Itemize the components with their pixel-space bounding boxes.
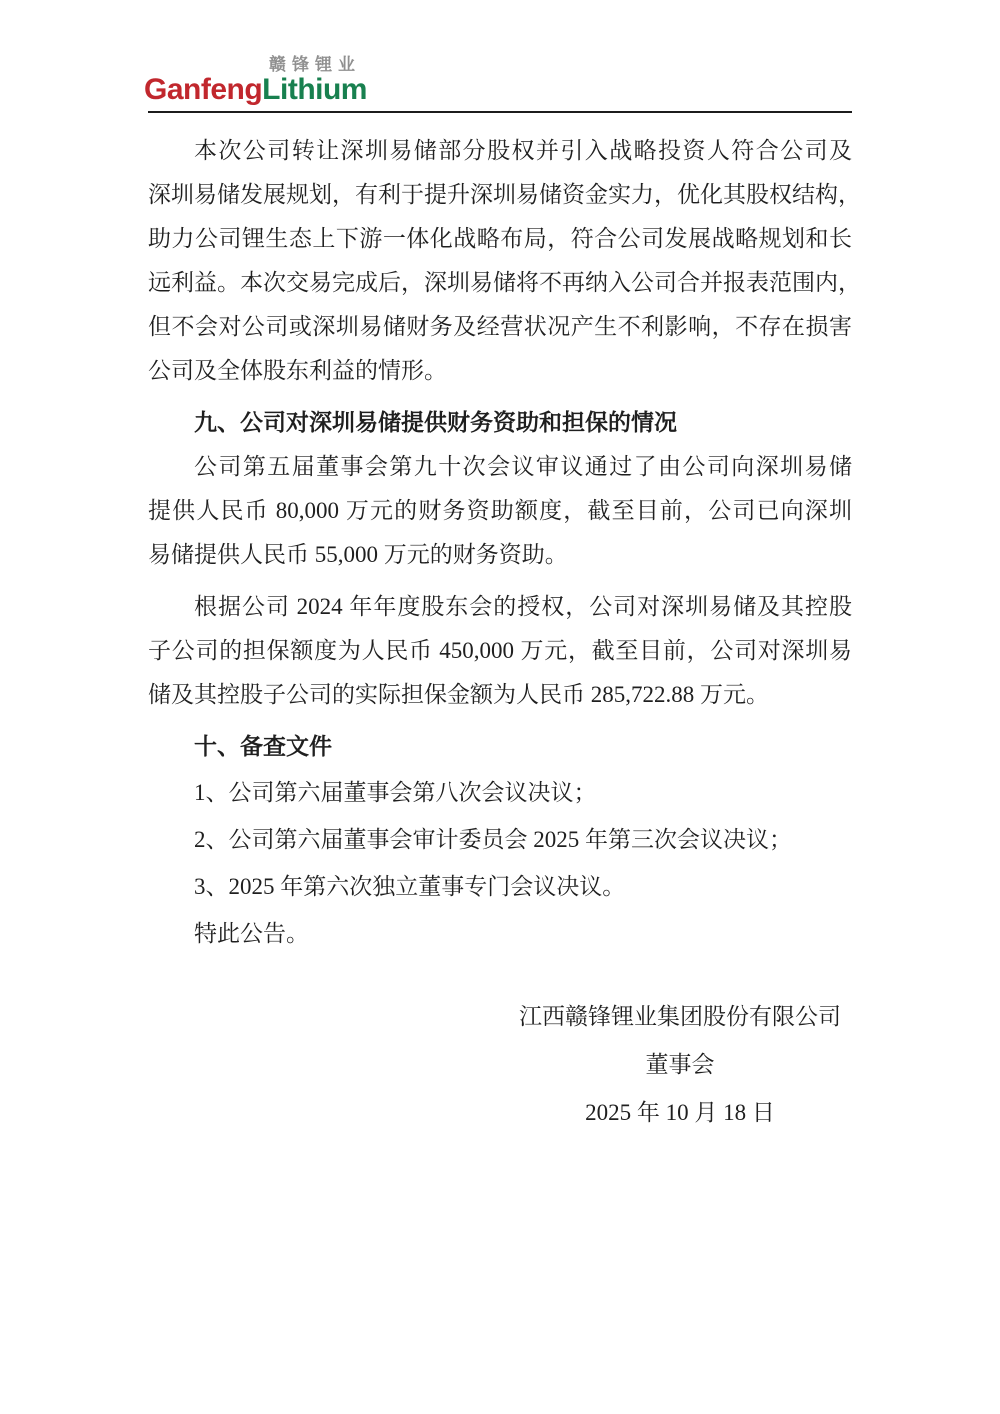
signature-board: 董事会 [645, 1052, 715, 1077]
paragraph-line: 提供人民币 80,000 万元的财务资助额度，截至目前，公司已向深圳 [148, 498, 852, 523]
paragraph-line: 根据公司 2024 年年度股东会的授权，公司对深圳易储及其控股 [194, 594, 852, 619]
paragraph-line: 本次公司转让深圳易储部分股权并引入战略投资人符合公司及 [194, 138, 852, 163]
document-header [144, 55, 852, 123]
paragraph-line: 助力公司锂生态上下游一体化战略布局，符合公司发展战略规划和长 [148, 226, 852, 251]
ganfeng-lithium-logo [144, 56, 367, 105]
paragraph-line: 子公司的担保额度为人民币 450,000 万元，截至目前，公司对深圳易 [148, 638, 852, 663]
paragraph-financial-assistance [148, 445, 852, 577]
paragraph-line: 公司及全体股东利益的情形。 [148, 358, 447, 383]
paragraph-guarantee [148, 585, 852, 717]
paragraph-line: 储及其控股子公司的实际担保金额为人民币 285,722.88 万元。 [148, 682, 769, 707]
list-item: 1、公司第六届董事会第八次会议决议； [194, 780, 597, 805]
logo-ganfeng-text: Ganfeng [144, 73, 263, 106]
document-body [148, 129, 861, 1137]
logo-chinese-text: 赣锋锂业 [268, 55, 361, 74]
list-item: 3、2025 年第六次独立董事专门会议决议。 [194, 874, 626, 899]
list-item: 2、公司第六届董事会审计委员会 2025 年第三次会议决议； [194, 827, 792, 852]
logo-lithium-text: Lithium [262, 73, 367, 106]
signature-block [508, 993, 852, 1137]
closing-statement: 特此公告。 [194, 921, 309, 946]
paragraph-line: 易储提供人民币 55,000 万元的财务资助。 [148, 542, 568, 567]
paragraph-transaction-rationale [148, 129, 861, 393]
section-heading-ten: 十、备查文件 [194, 734, 332, 759]
paragraph-line: 公司第五届董事会第九十次会议审议通过了由公司向深圳易储 [194, 454, 852, 479]
reference-document-list [148, 769, 852, 910]
logo-latin-text [144, 75, 367, 105]
signature-date: 2025 年 10 月 18 日 [585, 1100, 775, 1125]
section-heading-nine: 九、公司对深圳易储提供财务资助和担保的情况 [194, 410, 677, 435]
paragraph-line: 远利益。本次交易完成后，深圳易储将不再纳入公司合并报表范围内， [148, 270, 861, 295]
signature-company-name: 江西赣锋锂业集团股份有限公司 [519, 1004, 841, 1029]
paragraph-line: 深圳易储发展规划，有利于提升深圳易储资金实力，优化其股权结构， [148, 182, 861, 207]
paragraph-line: 但不会对公司或深圳易储财务及经营状况产生不利影响，不存在损害 [148, 314, 852, 339]
header-divider-rule [148, 111, 852, 113]
